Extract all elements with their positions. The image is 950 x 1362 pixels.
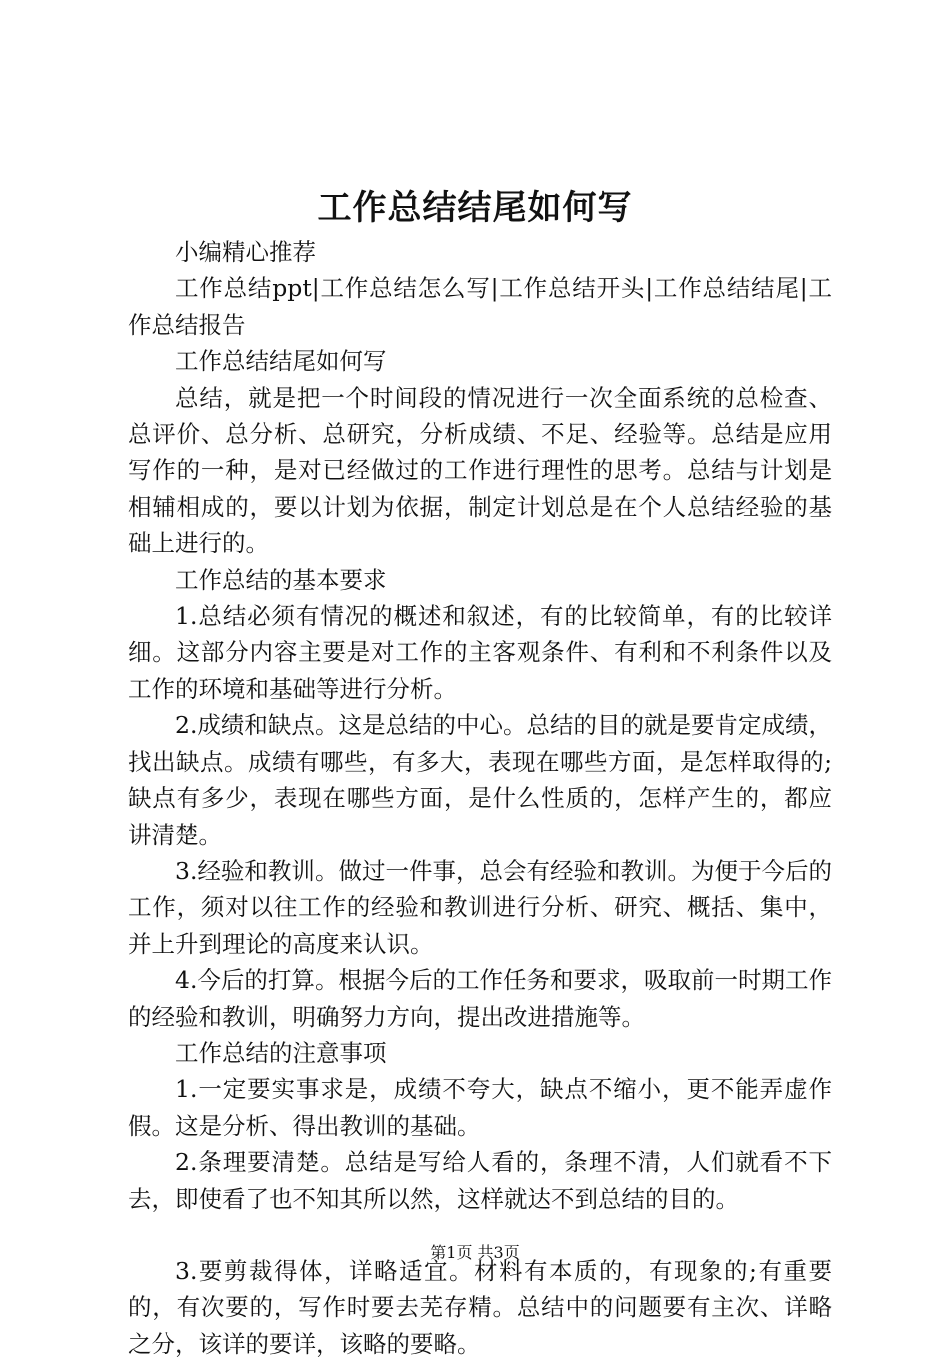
paragraph-requirement-1: 1.总结必须有情况的概述和叙述，有的比较简单，有的比较详细。这部分内容主要是对工作的主客观条件、有利和不利条件以及工作的环境和基础等进行分析。 <box>128 602 832 703</box>
section-heading-notes: 工作总结的注意事项 <box>175 1038 387 1067</box>
paragraph-editor-recommend: 小编精心推荐 <box>175 238 316 266</box>
paragraph-related-links: 工作总结ppt|工作总结怎么写|工作总结开头|工作总结结尾|工作总结报告 <box>128 274 832 339</box>
paragraph-requirement-4: 4.今后的打算。根据今后的工作任务和要求，吸取前一时期工作的经验和教训，明确努力方向，提出改进措施等。 <box>128 966 832 1031</box>
paragraph-note-3: 3.要剪裁得体，详略适宜。材料有本质的，有现象的;有重要的，有次要的，写作时要去芜存精。总结中的问题要有主次、详略之分，该详的要详，该略的要略。 <box>128 1256 832 1358</box>
paragraph-definition: 总结，就是把一个时间段的情况进行一次全面系统的总检查、总评价、总分析、总研究，分析成绩、不足、经验等。总结是应用写作的一种，是对已经做过的工作进行理性的思考。总结与计划是相辅相成的，要以计划为依据，制定计划总是在个人总结经验的基础上进行的。 <box>128 383 832 558</box>
page-footer: 第1页 共3页 <box>430 1243 520 1262</box>
paragraph-subtitle: 工作总结结尾如何写 <box>175 347 387 376</box>
document-body <box>128 234 832 1362</box>
section-heading-basic-requirements: 工作总结的基本要求 <box>175 565 387 594</box>
document-title: 工作总结结尾如何写 <box>317 188 633 228</box>
paragraph-requirement-3: 3.经验和教训。做过一件事，总会有经验和教训。为便于今后的工作，须对以往工作的经验和教训进行分析、研究、概括、集中，并上升到理论的高度来认识。 <box>128 856 832 958</box>
paragraph-note-1: 1.一定要实事求是，成绩不夸大，缺点不缩小，更不能弄虚作假。这是分析、得出教训的基础。 <box>128 1075 832 1140</box>
paragraph-requirement-2: 2.成绩和缺点。这是总结的中心。总结的目的就是要肯定成绩，找出缺点。成绩有哪些，有多大，表现在哪些方面，是怎样取得的;缺点有多少，表现在哪些方面，是什么性质的，怎样产生的，都应讲清楚。 <box>128 711 832 849</box>
paragraph-note-2: 2.条理要清楚。总结是写给人看的，条理不清，人们就看不下去，即使看了也不知其所以然，这样就达不到总结的目的。 <box>128 1148 832 1213</box>
